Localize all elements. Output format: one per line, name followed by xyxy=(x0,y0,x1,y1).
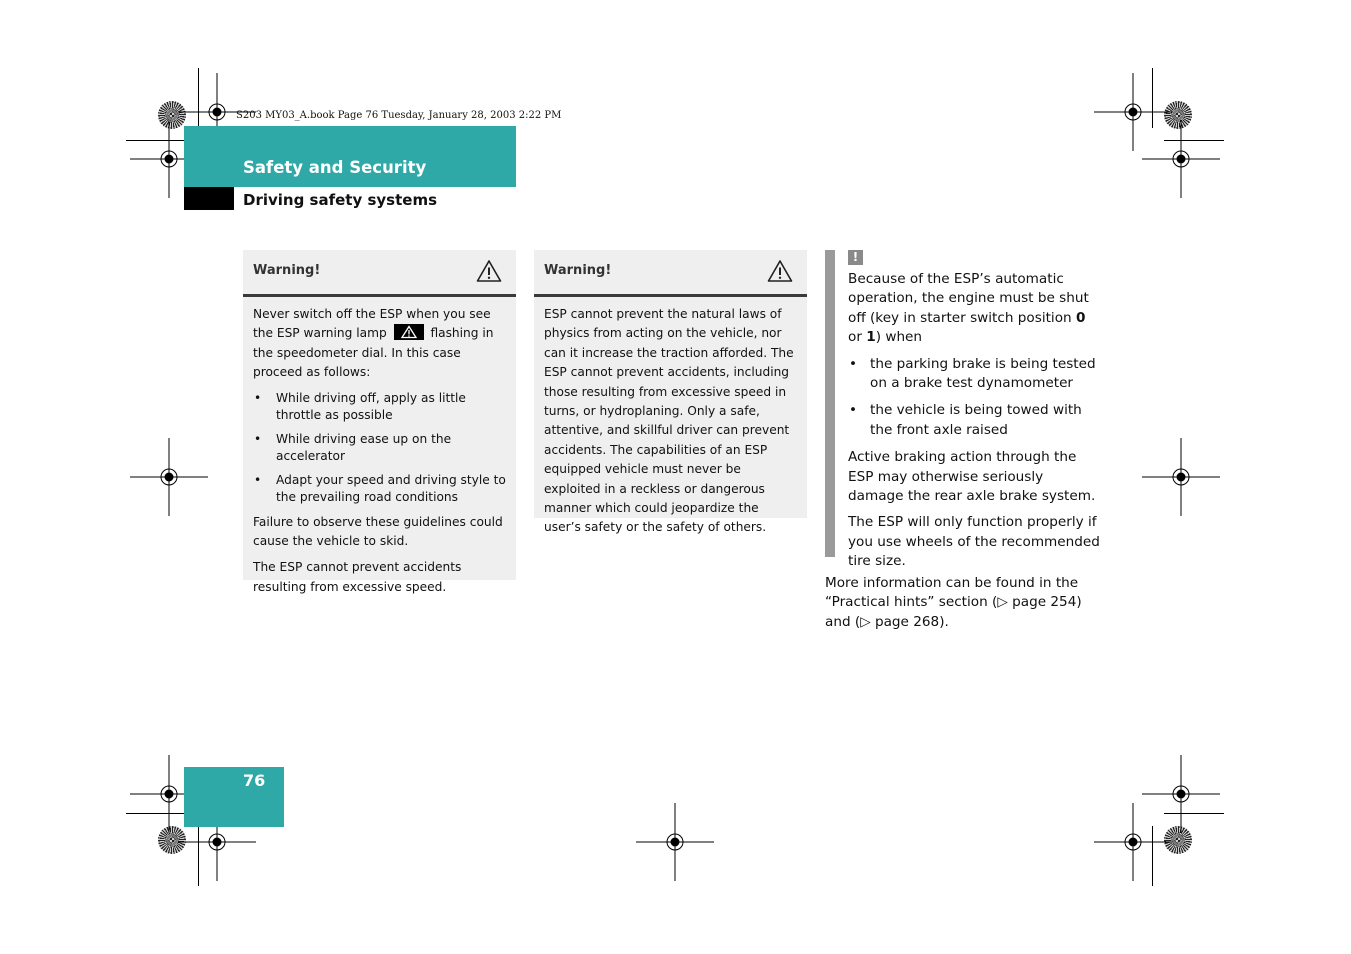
note-side-bar xyxy=(825,250,835,557)
warning-intro-text-cont: flashing in the speedometer dial. In this case proceed as follows: xyxy=(253,326,494,380)
note-intro-end: ) when xyxy=(875,329,923,346)
list-item: • Adapt your speed and driving style to the prevailing road conditions xyxy=(253,472,506,506)
warning-title: Warning! xyxy=(253,263,321,278)
list-item: • While driving off, apply as little throttle as possible xyxy=(253,390,506,424)
key-position-1: 1 xyxy=(866,329,876,346)
warning-paragraph: Failure to observe these guidelines could cause the vehicle to skid. xyxy=(253,514,503,549)
note-intro-or: or xyxy=(848,329,867,346)
section-header-bar xyxy=(184,126,516,187)
warning-header xyxy=(243,250,516,297)
warning-triangle-icon xyxy=(767,259,793,283)
warning-box-physics xyxy=(534,250,807,535)
note-paragraph: Active braking action through the ESP may otherwise seriously damage the rear axle brake system. xyxy=(848,449,1096,505)
note-intro xyxy=(848,270,1103,348)
list-item: • the vehicle is being towed with the front axle raised xyxy=(848,401,1103,440)
warning-header xyxy=(534,250,807,297)
page-number-box xyxy=(184,767,284,827)
warning-box-esp-lamp xyxy=(243,250,516,594)
note-paragraph: The ESP will only function properly if you use wheels of the recommended tire size. xyxy=(848,514,1100,570)
warning-bullet-list xyxy=(253,390,506,506)
note-intro-text: Because of the ESP’s automatic operation, the engine must be shut off (key in starter switch position xyxy=(848,271,1089,326)
key-position-0: 0 xyxy=(1075,309,1086,326)
warning-paragraph: The ESP cannot prevent accidents resulting from excessive speed. xyxy=(253,560,462,594)
file-info: S203 MY03_A.book Page 76 Tuesday, January 28, 2003 2:22 PM xyxy=(236,110,562,121)
esp-warning-lamp-icon xyxy=(394,324,424,340)
section-tab-marker xyxy=(184,187,234,210)
note-exclamation-icon: ! xyxy=(848,250,863,265)
warning-intro xyxy=(253,305,506,383)
list-item: • While driving ease up on the accelerator xyxy=(253,431,506,465)
page-number: 76 xyxy=(243,771,266,790)
warning-body xyxy=(243,297,516,612)
more-info-paragraph: More information can be found in the “Practical hints” section (▷ page 254) and (▷ page 268). xyxy=(825,575,1082,630)
note-bullet-list xyxy=(848,355,1103,441)
warning-paragraph: ESP cannot prevent the natural laws of physics from acting on the vehicle, nor can it increase the traction afforded. The ESP cannot prevent accidents, including those resulting from excessive speed in turns, or hydroplaning. Only a safe, attentive, and skillful driver can prevent accidents. The capabilities of an ESP equipped vehicle must never be exploited in a reckless or dangerous manner which could jeopardize the user’s safety or the safety of others. xyxy=(544,307,794,535)
section-title: Safety and Security xyxy=(243,158,427,177)
page-subtitle: Driving safety systems xyxy=(243,191,438,209)
warning-body xyxy=(534,297,807,553)
warning-triangle-icon xyxy=(476,259,502,283)
warning-intro-text: Never switch off the ESP when you see the ESP warning lamp xyxy=(253,307,491,341)
list-item: • the parking brake is being tested on a brake test dynamometer xyxy=(848,355,1103,394)
note-content xyxy=(848,270,1103,579)
warning-title: Warning! xyxy=(544,263,612,278)
